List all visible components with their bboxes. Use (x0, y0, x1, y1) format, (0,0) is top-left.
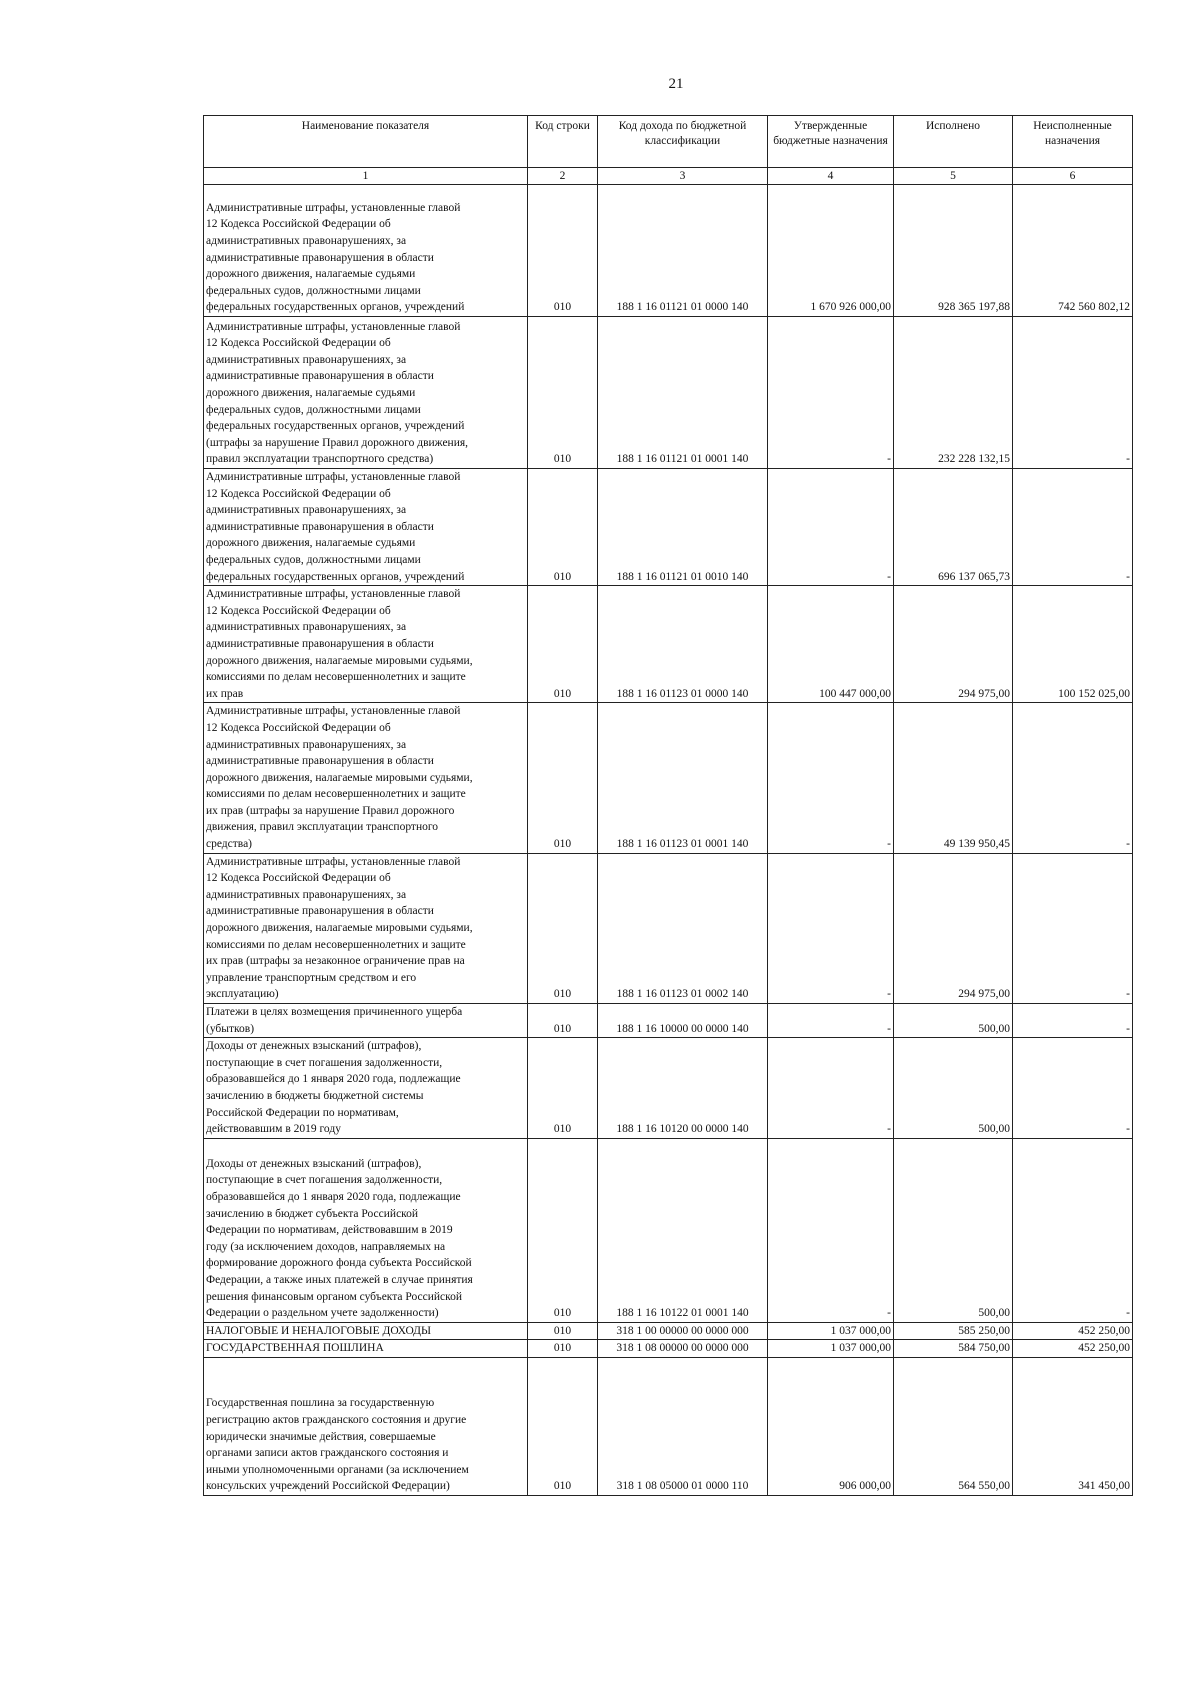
income-code-cell: 188 1 16 10120 00 0000 140 (598, 1038, 768, 1139)
executed-cell: 294 975,00 (894, 586, 1013, 703)
executed-cell: 500,00 (894, 1138, 1013, 1322)
table-row (204, 185, 1133, 317)
approved-cell: 906 000,00 (768, 1357, 894, 1495)
column-number: 3 (598, 168, 768, 185)
table-row (204, 1357, 1133, 1495)
column-number: 1 (204, 168, 528, 185)
unexecuted-cell: - (1013, 469, 1133, 586)
executed-cell: 928 365 197,88 (894, 185, 1013, 317)
line-code-cell: 010 (528, 586, 598, 703)
indicator-name-cell: Административные штрафы, установленные главой 12 Кодекса Российской Федерации об административных правонарушениях, за административные правонарушения в области дорожного движения, налагаемые мировыми судьями, комиссиями по делам несовершеннолетних и защите их прав (штрафы за незаконное ограничение прав на управление транспортным средством и его эксплуатацию) (204, 853, 528, 1003)
unexecuted-cell: - (1013, 317, 1133, 469)
approved-cell: 1 037 000,00 (768, 1340, 894, 1358)
indicator-name-cell: ГОСУДАРСТВЕННАЯ ПОШЛИНА (204, 1340, 528, 1358)
approved-cell: - (768, 1038, 894, 1139)
line-code-cell: 010 (528, 1004, 598, 1038)
income-code-cell: 188 1 16 10122 01 0001 140 (598, 1138, 768, 1322)
executed-cell: 696 137 065,73 (894, 469, 1013, 586)
indicator-name-cell: Административные штрафы, установленные главой 12 Кодекса Российской Федерации об административных правонарушениях, за административные правонарушения в области дорожного движения, налагаемые мировыми судьями, комиссиями по делам несовершеннолетних и защите их прав (штрафы за нарушение Правил дорожного движения, правил эксплуатации транспортного средства) (204, 703, 528, 853)
line-code-cell: 010 (528, 1138, 598, 1322)
unexecuted-cell: - (1013, 1004, 1133, 1038)
executed-cell: 232 228 132,15 (894, 317, 1013, 469)
table-row (204, 586, 1133, 703)
table-row (204, 1004, 1133, 1038)
approved-cell: - (768, 469, 894, 586)
indicator-name-cell: Административные штрафы, установленные главой 12 Кодекса Российской Федерации об административных правонарушениях, за административные правонарушения в области дорожного движения, налагаемые судьями федеральных судов, должностными лицами федеральных государственных органов, учреждений (204, 469, 528, 586)
unexecuted-cell: - (1013, 1038, 1133, 1139)
approved-cell: - (768, 853, 894, 1003)
indicator-name-cell: Административные штрафы, установленные главой 12 Кодекса Российской Федерации об административных правонарушениях, за административные правонарушения в области дорожного движения, налагаемые мировыми судьями, комиссиями по делам несовершеннолетних и защите их прав (204, 586, 528, 703)
line-code-cell: 010 (528, 317, 598, 469)
income-code-cell: 318 1 00 00000 00 0000 000 (598, 1322, 768, 1340)
unexecuted-cell: 452 250,00 (1013, 1340, 1133, 1358)
approved-cell: - (768, 317, 894, 469)
unexecuted-cell: - (1013, 1138, 1133, 1322)
income-code-cell: 188 1 16 01121 01 0001 140 (598, 317, 768, 469)
line-code-cell: 010 (528, 185, 598, 317)
approved-cell: 1 037 000,00 (768, 1322, 894, 1340)
line-code-cell: 010 (528, 1357, 598, 1495)
unexecuted-cell: - (1013, 853, 1133, 1003)
column-number: 2 (528, 168, 598, 185)
executed-cell: 564 550,00 (894, 1357, 1013, 1495)
income-code-cell: 318 1 08 05000 01 0000 110 (598, 1357, 768, 1495)
unexecuted-cell: 452 250,00 (1013, 1322, 1133, 1340)
line-code-cell: 010 (528, 1340, 598, 1358)
column-number: 5 (894, 168, 1013, 185)
header-unexecuted: Неисполненные назначения (1013, 116, 1133, 168)
unexecuted-cell: - (1013, 703, 1133, 853)
indicator-name-cell: Административные штрафы, установленные главой 12 Кодекса Российской Федерации об административных правонарушениях, за административные правонарушения в области дорожного движения, налагаемые судьями федеральных судов, должностными лицами федеральных государственных органов, учреждений (штрафы за нарушение Правил дорожного движения, правил эксплуатации транспортного средства) (204, 317, 528, 469)
table-row (204, 703, 1133, 853)
table-row (204, 853, 1133, 1003)
line-code-cell: 010 (528, 703, 598, 853)
income-code-cell: 188 1 16 01121 01 0010 140 (598, 469, 768, 586)
approved-cell: 100 447 000,00 (768, 586, 894, 703)
table-row (204, 469, 1133, 586)
executed-cell: 585 250,00 (894, 1322, 1013, 1340)
indicator-name-cell: Доходы от денежных взысканий (штрафов), поступающие в счет погашения задолженности, образовавшейся до 1 января 2020 года, подлежащие зачислению в бюджеты бюджетной системы Российской Федерации по нормативам, действовавшим в 2019 году (204, 1038, 528, 1139)
approved-cell: - (768, 1004, 894, 1038)
line-code-cell: 010 (528, 1038, 598, 1139)
approved-cell: - (768, 1138, 894, 1322)
income-code-cell: 188 1 16 10000 00 0000 140 (598, 1004, 768, 1038)
approved-cell: 1 670 926 000,00 (768, 185, 894, 317)
table-row (204, 1322, 1133, 1340)
income-code-cell: 188 1 16 01121 01 0000 140 (598, 185, 768, 317)
executed-cell: 294 975,00 (894, 853, 1013, 1003)
indicator-name-cell: НАЛОГОВЫЕ И НЕНАЛОГОВЫЕ ДОХОДЫ (204, 1322, 528, 1340)
header-indicator-name: Наименование показателя (204, 116, 528, 168)
indicator-name-cell: Административные штрафы, установленные главой 12 Кодекса Российской Федерации об административных правонарушениях, за административные правонарушения в области дорожного движения, налагаемые судьями федеральных судов, должностными лицами федеральных государственных органов, учреждений (204, 185, 528, 317)
header-income-code: Код дохода по бюджетной классификации (598, 116, 768, 168)
table-body (204, 185, 1133, 1496)
page-number: 21 (668, 76, 684, 92)
executed-cell: 500,00 (894, 1004, 1013, 1038)
income-code-cell: 188 1 16 01123 01 0000 140 (598, 586, 768, 703)
unexecuted-cell: 742 560 802,12 (1013, 185, 1133, 317)
executed-cell: 584 750,00 (894, 1340, 1013, 1358)
executed-cell: 49 139 950,45 (894, 703, 1013, 853)
table-row (204, 1038, 1133, 1139)
unexecuted-cell: 100 152 025,00 (1013, 586, 1133, 703)
table-row (204, 1138, 1133, 1322)
header-line-code: Код строки (528, 116, 598, 168)
header-row (204, 116, 1133, 168)
table-row (204, 1340, 1133, 1358)
table-row (204, 317, 1133, 469)
unexecuted-cell: 341 450,00 (1013, 1357, 1133, 1495)
budget-execution-table (203, 115, 1133, 1496)
header-approved: Утвержденные бюджетные назначения (768, 116, 894, 168)
column-number: 6 (1013, 168, 1133, 185)
line-code-cell: 010 (528, 469, 598, 586)
indicator-name-cell: Государственная пошлина за государственную регистрацию актов гражданского состояния и другие юридически значимые действия, совершаемые органами записи актов гражданского состояния и иными уполномоченными органами (за исключением консульских учреждений Российской Федерации) (204, 1357, 528, 1495)
indicator-name-cell: Доходы от денежных взысканий (штрафов), поступающие в счет погашения задолженности, образовавшейся до 1 января 2020 года, подлежащие зачислению в бюджет субъекта Российской Федерации по нормативам, действовавшим в 2019 году (за исключением доходов, направляемых на формирование дорожного фонда субъекта Российской Федерации, а также иных платежей в случае принятия решения финансовым органом субъекта Российской Федерации о раздельном учете задолженности) (204, 1138, 528, 1322)
column-number-row (204, 168, 1133, 185)
column-number: 4 (768, 168, 894, 185)
header-executed: Исполнено (894, 116, 1013, 168)
line-code-cell: 010 (528, 1322, 598, 1340)
income-code-cell: 188 1 16 01123 01 0001 140 (598, 703, 768, 853)
income-code-cell: 318 1 08 00000 00 0000 000 (598, 1340, 768, 1358)
executed-cell: 500,00 (894, 1038, 1013, 1139)
line-code-cell: 010 (528, 853, 598, 1003)
approved-cell: - (768, 703, 894, 853)
income-code-cell: 188 1 16 01123 01 0002 140 (598, 853, 768, 1003)
indicator-name-cell: Платежи в целях возмещения причиненного ущерба (убытков) (204, 1004, 528, 1038)
